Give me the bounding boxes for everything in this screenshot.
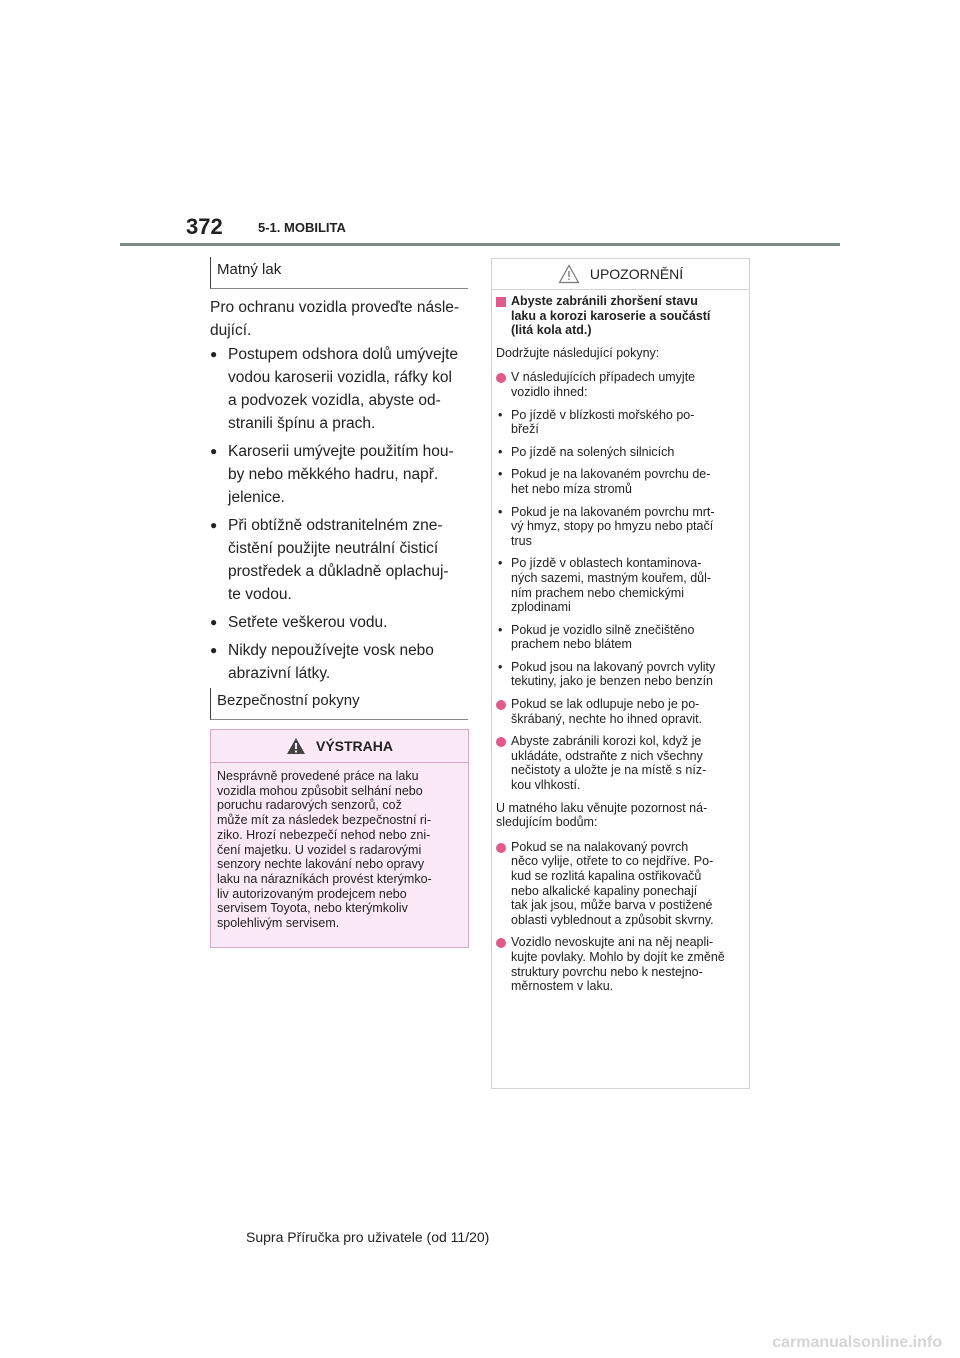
caution-text — [492, 290, 749, 994]
circle-line: nečistoty a uložte je na místě s níz- — [511, 763, 707, 778]
circle-item — [496, 370, 743, 399]
circle-bullet-icon — [496, 700, 506, 710]
intro-text — [210, 296, 472, 342]
warning-header — [211, 730, 468, 763]
header-rule — [120, 243, 840, 246]
circle-line: kud se rozlitá kapalina ostřikovačů — [511, 869, 702, 883]
dash-line: vý hmyz, stopy po hmyzu nebo ptačí — [511, 519, 714, 534]
warning-line: čení majetku. U vozidel s radarovými — [217, 842, 422, 857]
dash-line: břeží — [511, 422, 539, 437]
dash-line: ných sazemi, mastným kouřem, důl- — [511, 570, 712, 585]
section-title: 5-1. MOBILITA — [258, 220, 346, 235]
circle-bullet-icon — [496, 373, 506, 383]
square-bullet-icon — [496, 297, 506, 307]
circle-bullet-icon — [496, 737, 506, 747]
page-footer: Supra Příručka pro uživatele (od 11/20) — [246, 1229, 490, 1245]
bullet-item — [210, 440, 472, 509]
page-number: 372 — [186, 214, 223, 239]
dash-line: • Po jízdě v blízkosti mořského po- — [511, 407, 695, 422]
dash-line: • Po jízdě v oblastech kontaminova- — [511, 556, 702, 571]
circle-line: struktury povrchu nebo k nestejno- — [511, 964, 703, 979]
warning-line: Nesprávně provedené práce na laku — [217, 769, 419, 783]
warning-line: servisem Toyota, nebo kterýmkoliv — [217, 901, 408, 916]
bullet-line: abrazivní látky. — [228, 665, 331, 682]
circle-line: nebo alkalické kapaliny ponechají — [511, 883, 698, 898]
bullet-item — [210, 514, 472, 606]
circle-line: kujte povlaky. Mohlo by dojít ke změně — [511, 949, 725, 964]
dash-line: • Pokud je na lakovaném povrchu de- — [511, 467, 711, 482]
circle-item — [496, 840, 743, 928]
bullet-line: ● Karoserii umývejte použitím hou- — [228, 443, 454, 460]
bullet-line: ● Při obtížně odstranitelném zne- — [228, 517, 443, 534]
intro-line: Pro ochranu vozidla proveďte násle- — [210, 299, 460, 316]
matte-intro-line: sledujícím bodům: — [496, 815, 598, 830]
dash-line: ním prachem nebo chemickými — [511, 585, 684, 600]
bullet-line: stranili špínu a prach. — [228, 415, 376, 432]
warning-line: může mít za následek bezpečnostní ri- — [217, 813, 431, 828]
caution-title: UPOZORNĚNÍ — [589, 266, 684, 282]
warning-triangle-icon — [286, 737, 306, 755]
caution-intro: Dodržujte následující pokyny: — [496, 345, 660, 360]
caution-heading-line: (litá kola atd.) — [511, 323, 592, 338]
warning-text — [211, 763, 468, 931]
matte-intro — [496, 801, 743, 830]
warning-line: poruchu radarových senzorů, což — [217, 798, 402, 813]
subhead-safety: Bezpečnostní pokyny — [210, 688, 468, 720]
bullet-line: ● Nikdy nepoužívejte vosk nebo — [228, 642, 434, 659]
dash-line: het nebo míza stromů — [511, 481, 632, 496]
matte-intro-line: U matného laku věnujte pozornost ná- — [496, 800, 708, 815]
caution-heading — [496, 294, 743, 338]
circle-line: ukládáte, odstraňte z nich všechny — [511, 748, 703, 763]
caution-box — [491, 258, 750, 1089]
circle-item — [496, 734, 743, 792]
bullet-line: čistění použijte neutrální čisticí — [228, 540, 439, 557]
circle-line: tak jak jsou, může barva v postižené — [511, 898, 713, 913]
bullet-line: te vodou. — [228, 586, 292, 603]
circle-bullet-icon — [496, 843, 506, 853]
bullet-line: vodou karoserii vozidla, ráfky kol — [228, 369, 452, 386]
bullet-line: ● Postupem odshora dolů umývejte — [228, 346, 459, 363]
circle-line: kou vlhkostí. — [511, 778, 581, 793]
bullet-line: ● Setřete veškerou vodu. — [228, 614, 388, 631]
bullet-line: jelenice. — [228, 489, 285, 506]
dash-line: prachem nebo blátem — [511, 637, 632, 652]
circle-line: škrábaný, nechte ho ihned opravit. — [511, 711, 703, 726]
circle-line: měrnostem v laku. — [511, 979, 614, 994]
dash-item — [496, 623, 743, 652]
caution-triangle-icon — [558, 264, 580, 284]
circle-item — [496, 935, 743, 993]
bullet-line: by nebo měkkého hadru, např. — [228, 466, 439, 483]
dash-line: • Pokud je na lakovaném povrchu mrt- — [511, 504, 715, 519]
circle-line: Pokud se na nalakovaný povrch — [511, 839, 689, 854]
circle-line: něco vylije, otřete to co nejdříve. Po- — [511, 854, 714, 869]
circle-bullet-icon — [496, 938, 506, 948]
care-bullet-list — [210, 343, 472, 690]
dash-item — [496, 445, 743, 460]
dash-line: • Po jízdě na solených silnicích — [511, 444, 675, 459]
warning-box — [210, 729, 469, 948]
circle-line: Vozidlo nevoskujte ani na něj neapli- — [511, 935, 714, 950]
caution-heading-line: laku a korozi karoserie a součástí — [511, 308, 711, 323]
dash-line: zplodinami — [511, 600, 571, 615]
bullet-line: a podvozek vozidla, abyste od- — [228, 392, 441, 409]
dash-item — [496, 556, 743, 614]
caution-header — [492, 259, 749, 290]
intro-line: dující. — [210, 322, 252, 339]
warning-line: liv autorizovaným prodejcem nebo — [217, 886, 407, 901]
circle-line: vozidlo ihned: — [511, 384, 588, 399]
bullet-item — [210, 611, 472, 634]
warning-line: laku na nárazníkách provést kterýmko- — [217, 871, 432, 886]
bullet-item — [210, 639, 472, 685]
dash-line: trus — [511, 533, 532, 548]
warning-line: vozidla mohou způsobit selhání nebo — [217, 783, 423, 798]
circle-line: V následujících případech umyjte — [511, 370, 696, 385]
warning-title: VÝSTRAHA — [315, 738, 393, 754]
dash-item — [496, 660, 743, 689]
circle-line: Abyste zabránili korozi kol, když je — [511, 734, 702, 749]
watermark: carmanualsonline.info — [772, 1334, 942, 1351]
circle-line: Pokud se lak odlupuje nebo je po- — [511, 697, 700, 712]
caution-heading-line: Abyste zabránili zhoršení stavu — [511, 294, 698, 308]
bullet-item — [210, 343, 472, 435]
circle-item — [496, 697, 743, 726]
warning-line: senzory nechte lakování nebo opravy — [217, 857, 425, 872]
dash-item — [496, 505, 743, 549]
bullet-line: prostředek a důkladně oplachuj- — [228, 563, 449, 580]
warning-line: ziko. Hrozí nebezpečí nehod nebo zni- — [217, 827, 431, 842]
dash-line: • Pokud je vozidlo silně znečištěno — [511, 622, 695, 637]
circle-line: oblasti vyblednout a způsobit skvrny. — [511, 912, 714, 927]
dash-line: • Pokud jsou na lakovaný povrch vylity — [511, 659, 716, 674]
dash-item — [496, 408, 743, 437]
dash-item — [496, 467, 743, 496]
dash-line: tekutiny, jako je benzen nebo benzín — [511, 674, 713, 689]
warning-line: spolehlivým servisem. — [217, 916, 340, 931]
subhead-matte-paint: Matný lak — [210, 257, 468, 289]
